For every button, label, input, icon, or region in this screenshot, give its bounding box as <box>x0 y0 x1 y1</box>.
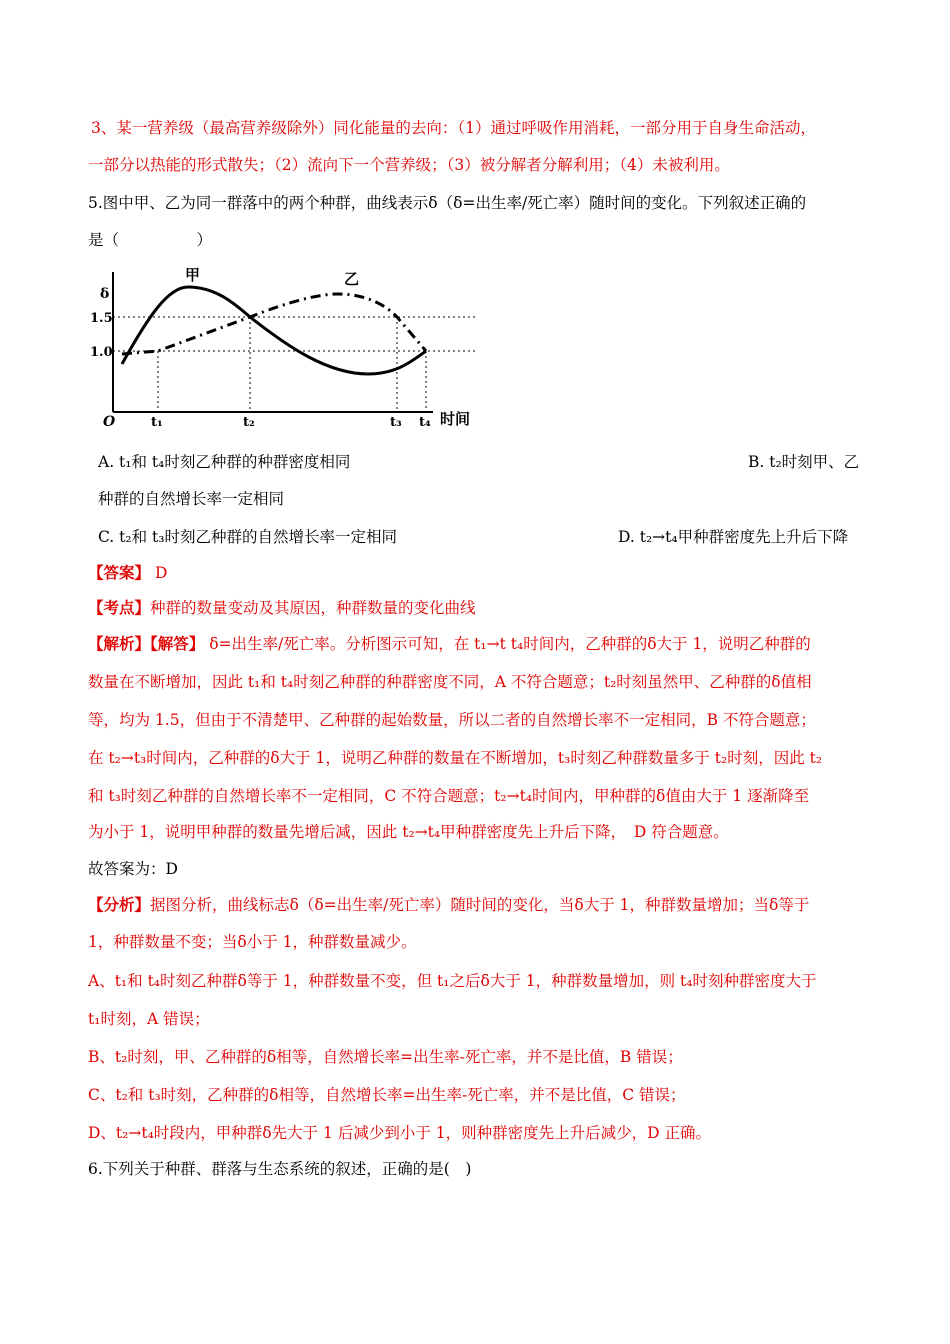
x-tick-t1: t₁ <box>151 415 163 430</box>
analysis-label: 【解析】【解答】 <box>88 634 205 653</box>
point-line <box>88 598 476 618</box>
answer-label: 【答案】 <box>88 563 151 582</box>
prev-line-1: 3、某一营养级（最高营养级除外）同化能量的去向：（1）通过呼吸作用消耗，一部分用于自身生命活动， <box>91 119 816 137</box>
option-b-part2: 种群的自然增长率一定相同 <box>98 490 285 508</box>
origin-label: O <box>103 414 116 430</box>
option-d: D. t₂→t₄甲种群密度先上升后下降 <box>618 528 849 546</box>
fenxi-a-2: t₁时刻，A 错误； <box>88 1010 210 1028</box>
fenxi-c: C、t₂和 t₃时刻，乙种群的δ相等，自然增长率=出生率-死亡率，并不是比值，C 错误； <box>88 1086 686 1104</box>
y-tick-1-5: 1.5 <box>90 311 113 326</box>
chart-background <box>88 262 488 434</box>
delta-time-chart <box>88 262 488 434</box>
fenxi-b: B、t₂时刻，甲、乙种群的δ相等，自然增长率=出生率-死亡率，并不是比值，B 错误； <box>88 1048 683 1066</box>
q5-stem-2: 是（ ） <box>88 231 213 249</box>
fenxi-line-2: 1，种群数量不变；当δ小于 1，种群数量减少。 <box>88 933 417 951</box>
y-tick-1-0: 1.0 <box>90 345 113 360</box>
point-text: 种群的数量变动及其原因，种群数量的变化曲线 <box>150 599 476 617</box>
final-answer: 故答案为：D <box>88 860 178 878</box>
analysis-line-5: 和 t₃时刻乙种群的自然增长率不一定相同，C 不符合题意；t₂→t₄时间内，甲种群的δ值由大于 1 逐渐降至 <box>88 787 810 805</box>
analysis-line-3: 等，均为 1.5，但由于不清楚甲、乙种群的起始数量，所以二者的自然增长率不一定相同，B 不符合题意； <box>88 711 816 729</box>
analysis-line-1 <box>88 634 811 654</box>
analysis-line-2: 数量在不断增加，因此 t₁和 t₄时刻乙种群的种群密度不同，A 不符合题意；t₂时刻虽然甲、乙种群的δ值相 <box>88 673 812 691</box>
x-tick-t3: t₃ <box>390 415 402 430</box>
x-tick-t2: t₂ <box>243 415 255 430</box>
answer-line <box>88 563 167 583</box>
fenxi-line-1 <box>88 895 809 915</box>
analysis-line-6: 为小于 1，说明甲种群的数量先增后减，因此 t₂→t₄甲种群密度先上升后下降， D 符合题意。 <box>88 823 729 841</box>
x-axis-label: 时间 <box>440 410 471 428</box>
fenxi-d: D、t₂→t₄时段内，甲种群δ先大于 1 后减少到小于 1，则种群密度先上升后减少，D 正确。 <box>88 1124 711 1142</box>
y-axis-label: δ <box>100 286 110 302</box>
series-yi-label: 乙 <box>344 270 360 288</box>
x-tick-t4: t₄ <box>419 415 431 430</box>
q6-stem: 6.下列关于种群、群落与生态系统的叙述，正确的是( ) <box>88 1160 472 1178</box>
analysis-text-1: δ=出生率/死亡率。分析图示可知，在 t₁→t t₄时间内，乙种群的δ大于 1，说明乙种群的 <box>204 635 811 653</box>
prev-line-2: 一部分以热能的形式散失；（2）流向下一个营养级；（3）被分解者分解利用；（4）未被利用。 <box>88 156 730 174</box>
answer-value: D <box>150 564 168 582</box>
option-c: C. t₂和 t₃时刻乙种群的自然增长率一定相同 <box>98 528 397 546</box>
analysis-line-4: 在 t₂→t₃时间内，乙种群的δ大于 1，说明乙种群的数量在不断增加，t₃时刻乙种群数量多于 t₂时刻，因此 t₂ <box>88 749 823 767</box>
fenxi-text-1: 据图分析，曲线标志δ（δ=出生率/死亡率）随时间的变化，当δ大于 1，种群数量增加；当δ等于 <box>150 896 810 914</box>
fenxi-a-1: A、t₁和 t₄时刻乙种群δ等于 1，种群数量不变，但 t₁之后δ大于 1，种群数量增加，则 t₄时刻种群密度大于 <box>88 972 817 990</box>
point-label: 【考点】 <box>88 598 151 617</box>
option-a: A. t₁和 t₄时刻乙种群的种群密度相同 <box>98 453 351 471</box>
q5-stem-1: 5.图中甲、乙为同一群落中的两个种群，曲线表示δ（δ=出生率/死亡率）随时间的变化。下列叙述正确的 <box>88 194 807 212</box>
fenxi-label: 【分析】 <box>88 895 151 914</box>
series-jia-label: 甲 <box>185 266 201 284</box>
option-b-part1: B. t₂时刻甲、乙 <box>748 453 860 471</box>
